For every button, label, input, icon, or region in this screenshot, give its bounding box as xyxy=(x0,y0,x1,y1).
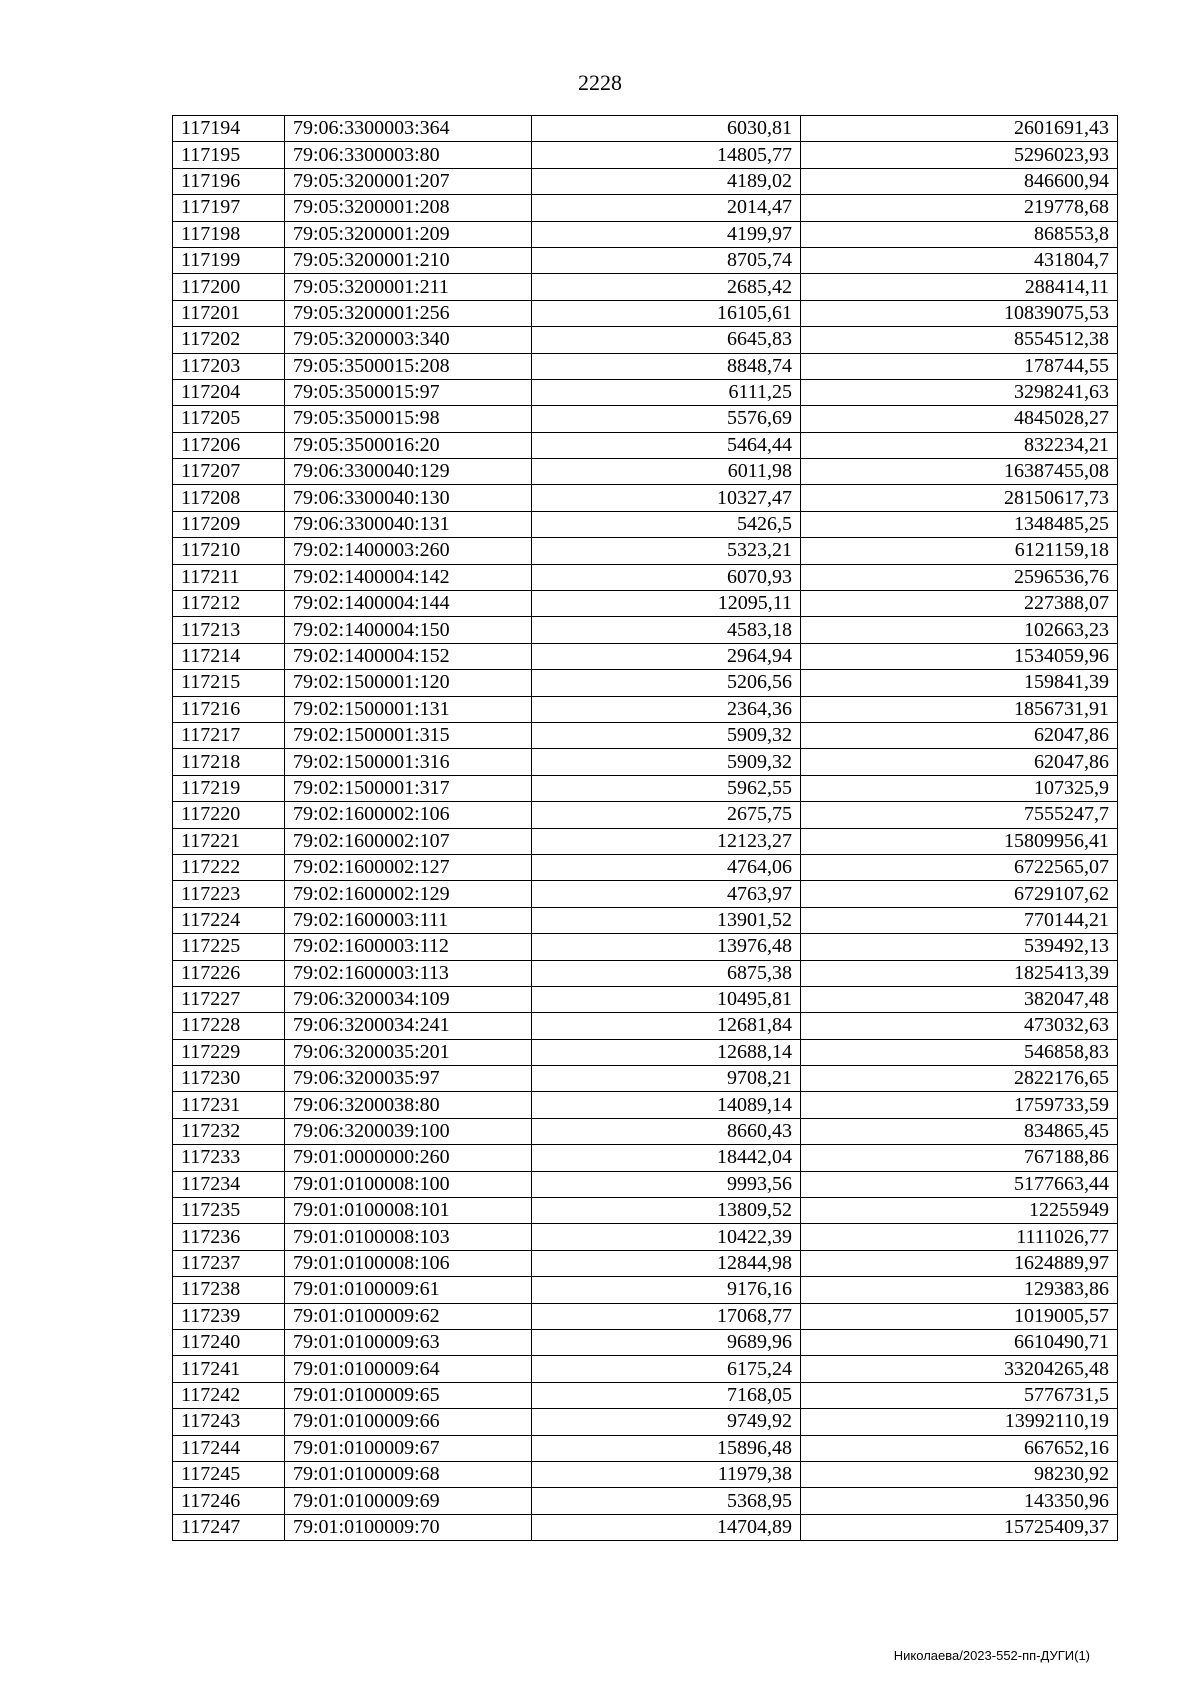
area-cell: 9176,16 xyxy=(532,1277,801,1303)
cadastral-number-cell: 79:01:0100009:68 xyxy=(285,1461,532,1487)
table-row xyxy=(173,1013,1118,1039)
cadastral-value-cell: 667652,16 xyxy=(801,1435,1118,1461)
table-row xyxy=(173,854,1118,880)
area-cell: 6875,38 xyxy=(532,960,801,986)
row-number-cell: 117194 xyxy=(173,116,285,142)
area-cell: 5426,5 xyxy=(532,511,801,537)
area-cell: 9749,92 xyxy=(532,1409,801,1435)
table-row xyxy=(173,960,1118,986)
cadastral-value-cell: 143350,96 xyxy=(801,1488,1118,1514)
row-number-cell: 117204 xyxy=(173,379,285,405)
cadastral-number-cell: 79:02:1500001:316 xyxy=(285,749,532,775)
cadastral-value-cell: 10839075,53 xyxy=(801,300,1118,326)
area-cell: 9708,21 xyxy=(532,1066,801,1092)
cadastral-value-cell: 5776731,5 xyxy=(801,1382,1118,1408)
cadastral-number-cell: 79:06:3200038:80 xyxy=(285,1092,532,1118)
row-number-cell: 117240 xyxy=(173,1329,285,1355)
table-row xyxy=(173,775,1118,801)
area-cell: 4583,18 xyxy=(532,617,801,643)
cadastral-value-cell: 62047,86 xyxy=(801,749,1118,775)
cadastral-number-cell: 79:01:0100009:70 xyxy=(285,1514,532,1540)
cadastral-value-cell: 5177663,44 xyxy=(801,1171,1118,1197)
cadastral-value-cell: 6722565,07 xyxy=(801,854,1118,880)
cadastral-number-cell: 79:02:1400004:142 xyxy=(285,564,532,590)
cadastral-value-cell: 767188,86 xyxy=(801,1145,1118,1171)
row-number-cell: 117229 xyxy=(173,1039,285,1065)
row-number-cell: 117221 xyxy=(173,828,285,854)
cadastral-value-cell: 431804,7 xyxy=(801,247,1118,273)
cadastral-number-cell: 79:02:1600003:111 xyxy=(285,907,532,933)
cadastral-number-cell: 79:01:0100008:101 xyxy=(285,1198,532,1224)
row-number-cell: 117218 xyxy=(173,749,285,775)
cadastral-number-cell: 79:02:1600003:112 xyxy=(285,934,532,960)
area-cell: 13976,48 xyxy=(532,934,801,960)
area-cell: 13901,52 xyxy=(532,907,801,933)
cadastral-value-cell: 107325,9 xyxy=(801,775,1118,801)
table-row xyxy=(173,1198,1118,1224)
table-row xyxy=(173,1303,1118,1329)
row-number-cell: 117211 xyxy=(173,564,285,590)
cadastral-number-cell: 79:06:3200035:201 xyxy=(285,1039,532,1065)
cadastral-value-cell: 219778,68 xyxy=(801,195,1118,221)
table-row xyxy=(173,749,1118,775)
cadastral-value-cell: 159841,39 xyxy=(801,670,1118,696)
area-cell: 6070,93 xyxy=(532,564,801,590)
cadastral-value-cell: 1348485,25 xyxy=(801,511,1118,537)
table-row xyxy=(173,617,1118,643)
cadastral-value-cell: 832234,21 xyxy=(801,432,1118,458)
table-row xyxy=(173,802,1118,828)
cadastral-number-cell: 79:06:3300040:130 xyxy=(285,485,532,511)
area-cell: 7168,05 xyxy=(532,1382,801,1408)
row-number-cell: 117244 xyxy=(173,1435,285,1461)
area-cell: 10327,47 xyxy=(532,485,801,511)
area-cell: 10422,39 xyxy=(532,1224,801,1250)
area-cell: 14805,77 xyxy=(532,142,801,168)
row-number-cell: 117215 xyxy=(173,670,285,696)
row-number-cell: 117220 xyxy=(173,802,285,828)
row-number-cell: 117202 xyxy=(173,327,285,353)
cadastral-number-cell: 79:01:0100009:62 xyxy=(285,1303,532,1329)
cadastral-value-cell: 288414,11 xyxy=(801,274,1118,300)
cadastral-number-cell: 79:02:1400004:152 xyxy=(285,643,532,669)
cadastral-number-cell: 79:01:0100009:67 xyxy=(285,1435,532,1461)
cadastral-value-cell: 5296023,93 xyxy=(801,142,1118,168)
table-row xyxy=(173,1092,1118,1118)
cadastral-value-cell: 33204265,48 xyxy=(801,1356,1118,1382)
cadastral-value-cell: 6729107,62 xyxy=(801,881,1118,907)
area-cell: 2675,75 xyxy=(532,802,801,828)
area-cell: 8848,74 xyxy=(532,353,801,379)
table-row xyxy=(173,1382,1118,1408)
area-cell: 5464,44 xyxy=(532,432,801,458)
area-cell: 14089,14 xyxy=(532,1092,801,1118)
table-row xyxy=(173,168,1118,194)
cadastral-value-cell: 834865,45 xyxy=(801,1118,1118,1144)
row-number-cell: 117201 xyxy=(173,300,285,326)
area-cell: 4189,02 xyxy=(532,168,801,194)
cadastral-number-cell: 79:05:3200001:209 xyxy=(285,221,532,247)
row-number-cell: 117231 xyxy=(173,1092,285,1118)
cadastral-value-cell: 6121159,18 xyxy=(801,538,1118,564)
cadastral-value-cell: 62047,86 xyxy=(801,722,1118,748)
cadastral-value-cell: 1019005,57 xyxy=(801,1303,1118,1329)
cadastral-value-cell: 12255949 xyxy=(801,1198,1118,1224)
area-cell: 11979,38 xyxy=(532,1461,801,1487)
table-row xyxy=(173,379,1118,405)
cadastral-value-cell: 178744,55 xyxy=(801,353,1118,379)
area-cell: 2014,47 xyxy=(532,195,801,221)
area-cell: 5909,32 xyxy=(532,722,801,748)
area-cell: 18442,04 xyxy=(532,1145,801,1171)
area-cell: 5576,69 xyxy=(532,406,801,432)
cadastral-value-cell: 868553,8 xyxy=(801,221,1118,247)
area-cell: 2964,94 xyxy=(532,643,801,669)
cadastral-number-cell: 79:02:1400004:144 xyxy=(285,591,532,617)
cadastral-value-cell: 8554512,38 xyxy=(801,327,1118,353)
row-number-cell: 117226 xyxy=(173,960,285,986)
cadastral-number-cell: 79:06:3300003:80 xyxy=(285,142,532,168)
table-row xyxy=(173,116,1118,142)
area-cell: 8705,74 xyxy=(532,247,801,273)
table-row xyxy=(173,986,1118,1012)
document-footer-code: Николаева/2023-552-пп-ДУГИ(1) xyxy=(893,1648,1090,1663)
area-cell: 4764,06 xyxy=(532,854,801,880)
area-cell: 4199,97 xyxy=(532,221,801,247)
table-row xyxy=(173,142,1118,168)
row-number-cell: 117197 xyxy=(173,195,285,221)
cadastral-value-cell: 1825413,39 xyxy=(801,960,1118,986)
area-cell: 6030,81 xyxy=(532,116,801,142)
table-row xyxy=(173,485,1118,511)
cadastral-number-cell: 79:06:3300003:364 xyxy=(285,116,532,142)
table-row xyxy=(173,1329,1118,1355)
cadastral-value-cell: 1534059,96 xyxy=(801,643,1118,669)
cadastral-number-cell: 79:01:0100009:66 xyxy=(285,1409,532,1435)
table-row xyxy=(173,907,1118,933)
cadastral-number-cell: 79:02:1400003:260 xyxy=(285,538,532,564)
cadastral-value-cell: 539492,13 xyxy=(801,934,1118,960)
row-number-cell: 117223 xyxy=(173,881,285,907)
table-row xyxy=(173,1277,1118,1303)
table-row xyxy=(173,1118,1118,1144)
row-number-cell: 117195 xyxy=(173,142,285,168)
cadastral-value-cell: 770144,21 xyxy=(801,907,1118,933)
cadastral-value-cell: 129383,86 xyxy=(801,1277,1118,1303)
table-row xyxy=(173,195,1118,221)
table-row xyxy=(173,591,1118,617)
cadastral-number-cell: 79:01:0100008:100 xyxy=(285,1171,532,1197)
table-row xyxy=(173,1356,1118,1382)
table-row xyxy=(173,643,1118,669)
row-number-cell: 117207 xyxy=(173,459,285,485)
cadastral-value-cell: 6610490,71 xyxy=(801,1329,1118,1355)
row-number-cell: 117216 xyxy=(173,696,285,722)
page-number: 2228 xyxy=(578,70,622,95)
cadastral-value-cell: 1624889,97 xyxy=(801,1250,1118,1276)
cadastral-number-cell: 79:02:1600002:129 xyxy=(285,881,532,907)
cadastral-value-cell: 4845028,27 xyxy=(801,406,1118,432)
cadastral-number-cell: 79:01:0100009:65 xyxy=(285,1382,532,1408)
table-row xyxy=(173,670,1118,696)
table-row xyxy=(173,1514,1118,1540)
area-cell: 6175,24 xyxy=(532,1356,801,1382)
table-row xyxy=(173,353,1118,379)
table-row xyxy=(173,1145,1118,1171)
row-number-cell: 117241 xyxy=(173,1356,285,1382)
row-number-cell: 117237 xyxy=(173,1250,285,1276)
cadastral-value-cell: 7555247,7 xyxy=(801,802,1118,828)
table-row xyxy=(173,538,1118,564)
cadastral-number-cell: 79:06:3200039:100 xyxy=(285,1118,532,1144)
row-number-cell: 117198 xyxy=(173,221,285,247)
table-row xyxy=(173,511,1118,537)
cadastral-value-cell: 2601691,43 xyxy=(801,116,1118,142)
cadastral-number-cell: 79:06:3200035:97 xyxy=(285,1066,532,1092)
table-row xyxy=(173,1171,1118,1197)
cadastral-value-cell: 382047,48 xyxy=(801,986,1118,1012)
row-number-cell: 117200 xyxy=(173,274,285,300)
table-row xyxy=(173,406,1118,432)
cadastral-number-cell: 79:05:3200001:256 xyxy=(285,300,532,326)
table-row xyxy=(173,1066,1118,1092)
area-cell: 6645,83 xyxy=(532,327,801,353)
row-number-cell: 117243 xyxy=(173,1409,285,1435)
area-cell: 5206,56 xyxy=(532,670,801,696)
row-number-cell: 117235 xyxy=(173,1198,285,1224)
cadastral-number-cell: 79:05:3200001:207 xyxy=(285,168,532,194)
cadastral-number-cell: 79:01:0100009:64 xyxy=(285,1356,532,1382)
cadastral-number-cell: 79:06:3200034:109 xyxy=(285,986,532,1012)
cadastral-value-cell: 1759733,59 xyxy=(801,1092,1118,1118)
row-number-cell: 117213 xyxy=(173,617,285,643)
cadastral-number-cell: 79:02:1500001:131 xyxy=(285,696,532,722)
table-body xyxy=(173,116,1118,1541)
area-cell: 9689,96 xyxy=(532,1329,801,1355)
row-number-cell: 117225 xyxy=(173,934,285,960)
cadastral-number-cell: 79:02:1600003:113 xyxy=(285,960,532,986)
cadastral-number-cell: 79:02:1600002:127 xyxy=(285,854,532,880)
cadastral-value-cell: 546858,83 xyxy=(801,1039,1118,1065)
cadastral-number-cell: 79:02:1400004:150 xyxy=(285,617,532,643)
area-cell: 12123,27 xyxy=(532,828,801,854)
cadastral-number-cell: 79:02:1500001:317 xyxy=(285,775,532,801)
table-row xyxy=(173,828,1118,854)
area-cell: 12681,84 xyxy=(532,1013,801,1039)
cadastral-value-cell: 98230,92 xyxy=(801,1461,1118,1487)
table-row xyxy=(173,1435,1118,1461)
area-cell: 8660,43 xyxy=(532,1118,801,1144)
row-number-cell: 117219 xyxy=(173,775,285,801)
row-number-cell: 117238 xyxy=(173,1277,285,1303)
area-cell: 2685,42 xyxy=(532,274,801,300)
table-row xyxy=(173,881,1118,907)
table-row xyxy=(173,274,1118,300)
cadastral-value-cell: 15809956,41 xyxy=(801,828,1118,854)
table-row xyxy=(173,1224,1118,1250)
row-number-cell: 117224 xyxy=(173,907,285,933)
row-number-cell: 117206 xyxy=(173,432,285,458)
table-row xyxy=(173,327,1118,353)
area-cell: 17068,77 xyxy=(532,1303,801,1329)
cadastral-number-cell: 79:02:1600002:106 xyxy=(285,802,532,828)
cadastral-number-cell: 79:02:1600002:107 xyxy=(285,828,532,854)
cadastral-number-cell: 79:01:0100009:69 xyxy=(285,1488,532,1514)
row-number-cell: 117199 xyxy=(173,247,285,273)
cadastral-number-cell: 79:06:3200034:241 xyxy=(285,1013,532,1039)
cadastral-number-cell: 79:02:1500001:315 xyxy=(285,722,532,748)
row-number-cell: 117209 xyxy=(173,511,285,537)
area-cell: 12095,11 xyxy=(532,591,801,617)
area-cell: 13809,52 xyxy=(532,1198,801,1224)
row-number-cell: 117203 xyxy=(173,353,285,379)
row-number-cell: 117214 xyxy=(173,643,285,669)
cadastral-number-cell: 79:05:3500015:97 xyxy=(285,379,532,405)
cadastral-value-cell: 227388,07 xyxy=(801,591,1118,617)
table-row xyxy=(173,564,1118,590)
row-number-cell: 117212 xyxy=(173,591,285,617)
area-cell: 14704,89 xyxy=(532,1514,801,1540)
row-number-cell: 117230 xyxy=(173,1066,285,1092)
cadastral-number-cell: 79:01:0100009:63 xyxy=(285,1329,532,1355)
table-row xyxy=(173,221,1118,247)
cadastral-value-table xyxy=(172,115,1118,1541)
area-cell: 6011,98 xyxy=(532,459,801,485)
cadastral-number-cell: 79:02:1500001:120 xyxy=(285,670,532,696)
cadastral-number-cell: 79:06:3300040:131 xyxy=(285,511,532,537)
area-cell: 5962,55 xyxy=(532,775,801,801)
table-row xyxy=(173,696,1118,722)
area-cell: 5323,21 xyxy=(532,538,801,564)
cadastral-number-cell: 79:05:3500015:98 xyxy=(285,406,532,432)
row-number-cell: 117242 xyxy=(173,1382,285,1408)
row-number-cell: 117210 xyxy=(173,538,285,564)
cadastral-value-cell: 2596536,76 xyxy=(801,564,1118,590)
area-cell: 16105,61 xyxy=(532,300,801,326)
row-number-cell: 117208 xyxy=(173,485,285,511)
row-number-cell: 117196 xyxy=(173,168,285,194)
cadastral-number-cell: 79:06:3300040:129 xyxy=(285,459,532,485)
table-row xyxy=(173,300,1118,326)
row-number-cell: 117246 xyxy=(173,1488,285,1514)
row-number-cell: 117228 xyxy=(173,1013,285,1039)
row-number-cell: 117239 xyxy=(173,1303,285,1329)
table-row xyxy=(173,432,1118,458)
row-number-cell: 117232 xyxy=(173,1118,285,1144)
cadastral-value-cell: 1856731,91 xyxy=(801,696,1118,722)
area-cell: 5368,95 xyxy=(532,1488,801,1514)
table-row xyxy=(173,1409,1118,1435)
cadastral-number-cell: 79:01:0100008:106 xyxy=(285,1250,532,1276)
table-row xyxy=(173,459,1118,485)
cadastral-number-cell: 79:05:3200001:211 xyxy=(285,274,532,300)
table-row xyxy=(173,247,1118,273)
cadastral-number-cell: 79:05:3200001:210 xyxy=(285,247,532,273)
cadastral-value-cell: 15725409,37 xyxy=(801,1514,1118,1540)
row-number-cell: 117236 xyxy=(173,1224,285,1250)
area-cell: 10495,81 xyxy=(532,986,801,1012)
cadastral-value-cell: 473032,63 xyxy=(801,1013,1118,1039)
cadastral-value-cell: 102663,23 xyxy=(801,617,1118,643)
row-number-cell: 117245 xyxy=(173,1461,285,1487)
table-row xyxy=(173,1039,1118,1065)
row-number-cell: 117222 xyxy=(173,854,285,880)
row-number-cell: 117227 xyxy=(173,986,285,1012)
area-cell: 12688,14 xyxy=(532,1039,801,1065)
table-row xyxy=(173,1488,1118,1514)
table-row xyxy=(173,1250,1118,1276)
area-cell: 2364,36 xyxy=(532,696,801,722)
cadastral-value-cell: 846600,94 xyxy=(801,168,1118,194)
area-cell: 12844,98 xyxy=(532,1250,801,1276)
cadastral-value-cell: 13992110,19 xyxy=(801,1409,1118,1435)
cadastral-value-cell: 16387455,08 xyxy=(801,459,1118,485)
cadastral-number-cell: 79:01:0100008:103 xyxy=(285,1224,532,1250)
row-number-cell: 117233 xyxy=(173,1145,285,1171)
area-cell: 6111,25 xyxy=(532,379,801,405)
cadastral-number-cell: 79:01:0100009:61 xyxy=(285,1277,532,1303)
area-cell: 15896,48 xyxy=(532,1435,801,1461)
row-number-cell: 117247 xyxy=(173,1514,285,1540)
cadastral-number-cell: 79:01:0000000:260 xyxy=(285,1145,532,1171)
row-number-cell: 117217 xyxy=(173,722,285,748)
table-row xyxy=(173,722,1118,748)
table-row xyxy=(173,1461,1118,1487)
cadastral-value-cell: 1111026,77 xyxy=(801,1224,1118,1250)
table-row xyxy=(173,934,1118,960)
area-cell: 5909,32 xyxy=(532,749,801,775)
cadastral-value-cell: 28150617,73 xyxy=(801,485,1118,511)
cadastral-number-cell: 79:05:3500016:20 xyxy=(285,432,532,458)
area-cell: 9993,56 xyxy=(532,1171,801,1197)
cadastral-number-cell: 79:05:3200003:340 xyxy=(285,327,532,353)
row-number-cell: 117205 xyxy=(173,406,285,432)
cadastral-value-cell: 3298241,63 xyxy=(801,379,1118,405)
cadastral-number-cell: 79:05:3500015:208 xyxy=(285,353,532,379)
row-number-cell: 117234 xyxy=(173,1171,285,1197)
cadastral-number-cell: 79:05:3200001:208 xyxy=(285,195,532,221)
area-cell: 4763,97 xyxy=(532,881,801,907)
cadastral-value-cell: 2822176,65 xyxy=(801,1066,1118,1092)
